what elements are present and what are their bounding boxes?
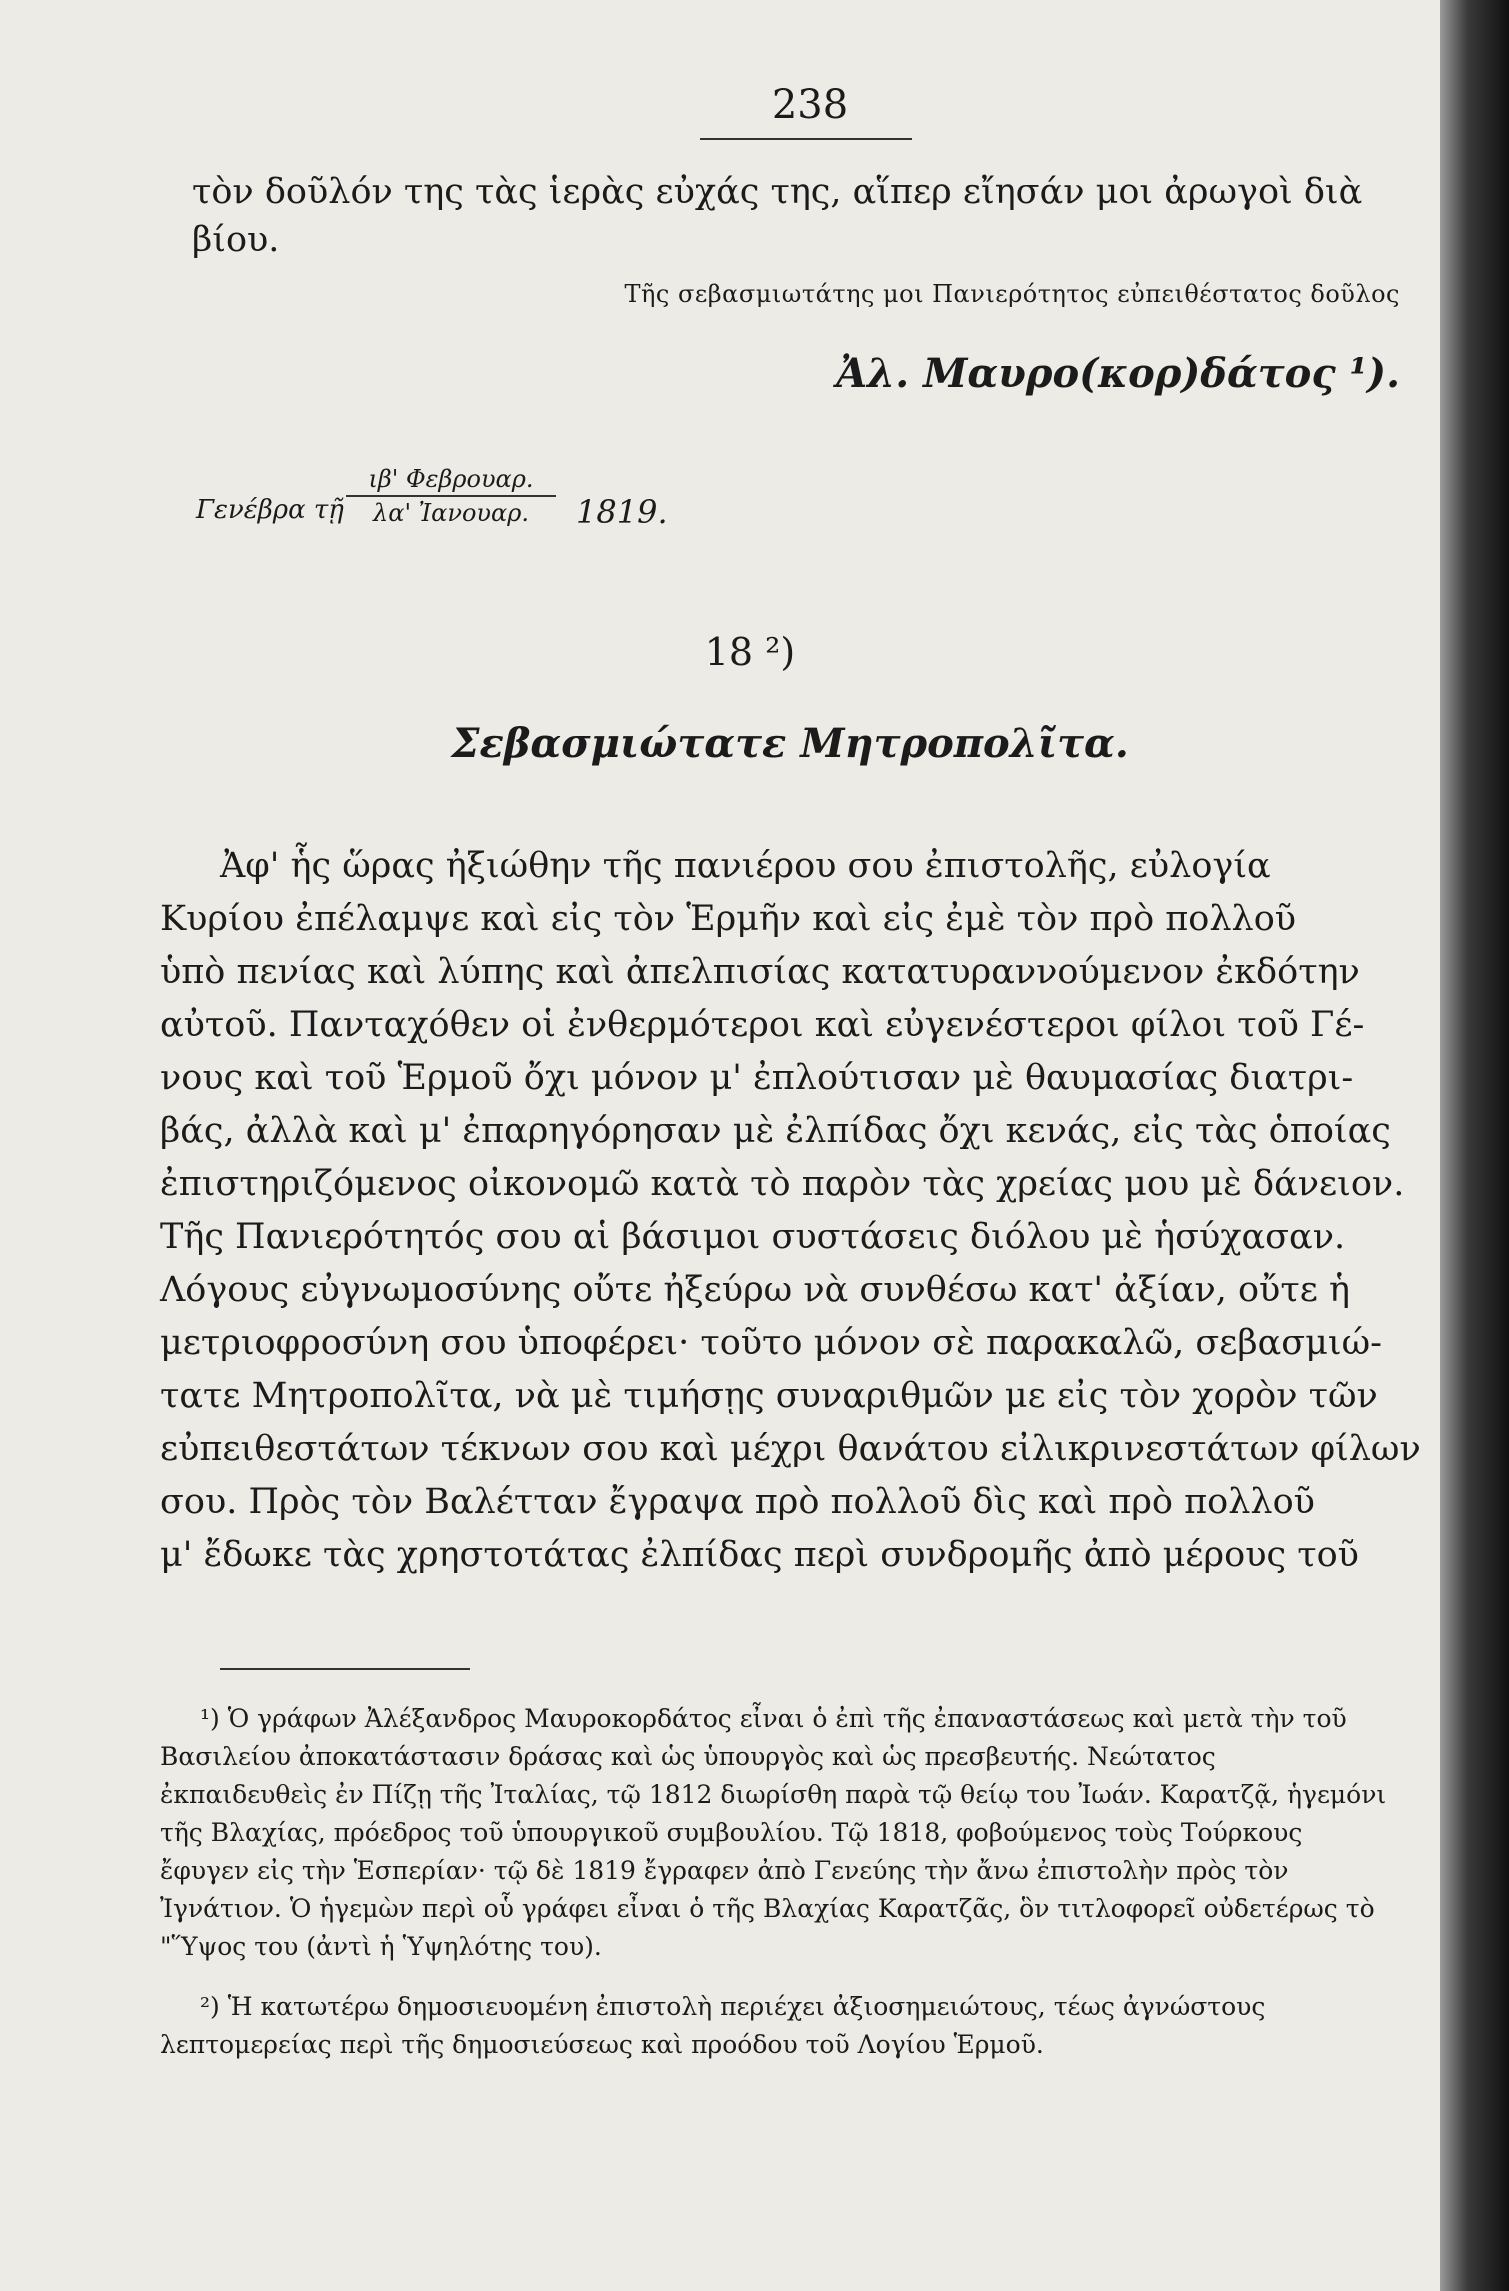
carryover-line-2: βίου.	[192, 220, 280, 260]
letter-line-7: ἐπιστηριζόμενος οἰκονομῶ κατὰ τὸ παρὸν τὰς χρείας μου μὲ δάνειον.	[160, 1164, 1405, 1204]
date-block	[196, 465, 756, 555]
letter-signature: Ἀλ. Μαυρο(κορ)δάτος ¹).	[836, 350, 1400, 397]
letter-line-10: μετριοφροσύνη σου ὑποφέρει· τοῦτο μόνον σὲ παρακαλῶ, σεβασμιώ-	[160, 1323, 1382, 1363]
page-number: 238	[771, 82, 849, 128]
letter-line-5: νους καὶ τοῦ Ἑρμοῦ ὄχι μόνον μ' ἐπλούτισαν μὲ θαυμασίας διατρι-	[160, 1058, 1354, 1098]
footnotes	[160, 1700, 1390, 2086]
letter-body	[160, 840, 1421, 1582]
date-year: 1819.	[576, 493, 668, 531]
date-place: Γενέβρα τῇ	[196, 495, 344, 525]
letter-closing: Τῆς σεβασμιωτάτης μοι Πανιερότητος εὐπειθέστατος δοῦλος	[624, 280, 1400, 308]
letter-line-9: Λόγους εὐγνωμοσύνης οὔτε ἠξεύρω νὰ συνθέσω κατ' ἀξίαν, οὔτε ἡ	[160, 1270, 1350, 1310]
footnote-2-marker: ²)	[200, 1992, 220, 2021]
header-rule	[700, 138, 912, 140]
date-old-style: λα' Ἰανουαρ.	[373, 499, 529, 527]
date-new-style: ιβ' Φεβρουαρ.	[346, 465, 556, 497]
footnote-1-text: Ὁ γράφων Ἀλέξανδρος Μαυροκορδάτος εἶναι ὁ ἐπὶ τῆς ἐπαναστάσεως καὶ μετὰ τὴν τοῦ Βασιλείου ἀποκατάστασιν δράσας καὶ ὡς ὑπουργὸς καὶ ὡς πρεσβευτής. Νεώτατος ἐκπαιδευθεὶς ἐν Πίζῃ τῆς Ἰταλίας, τῷ 1812 διωρίσθη παρὰ τῷ θείῳ του Ἰωάν. Καρατζᾷ, ἡγεμόνι τῆς Βλαχίας, πρόεδρος τοῦ ὑπουργικοῦ συμβουλίου. Τῷ 1818, φοβούμενος τοὺς Τούρκους ἔφυγεν εἰς τὴν Ἑσπερίαν· τῷ δὲ 1819 ἔγραφεν ἀπὸ Γενεύης τὴν ἄνω ἐπιστολὴν πρὸς τὸν Ἰγνάτιον. Ὁ ἡγεμὼν περὶ οὗ γράφει εἶναι ὁ τῆς Βλαχίας Καρατζᾶς, ὃν τιτλοφορεῖ οὐδετέρως τὸ "Ὕψος του (ἀντὶ ἡ Ὑψηλότης του).	[160, 1704, 1387, 1961]
letter-line-12: εὐπειθεστάτων τέκνων σου καὶ μέχρι θανάτου εἰλικρινεστάτων φίλων	[160, 1429, 1421, 1469]
letter-line-3: ὑπὸ πενίας καὶ λύπης καὶ ἀπελπισίας κατατυραννούμενον ἐκδότην	[160, 952, 1360, 992]
letter-number: 18 ²)	[704, 630, 796, 674]
letter-line-2: Κυρίου ἐπέλαμψε καὶ εἰς τὸν Ἑρμῆν καὶ εἰς ἐμὲ τὸν πρὸ πολλοῦ	[160, 899, 1297, 939]
letter-line-8: Τῆς Πανιερότητός σου αἱ βάσιμοι συστάσεις διόλου μὲ ἡσύχασαν.	[160, 1217, 1346, 1257]
footnote-2-text: Ἡ κατωτέρω δημοσιευομένη ἐπιστολὴ περιέχει ἀξιοσημειώτους, τέως ἀγνώστους λεπτομερείας περὶ τῆς δημοσιεύσεως καὶ προόδου τοῦ Λογίου Ἑρμοῦ.	[160, 1992, 1266, 2059]
footnote-2	[160, 1988, 1390, 2064]
footnote-1	[160, 1700, 1390, 1966]
letter-line-6: βάς, ἀλλὰ καὶ μ' ἐπαρηγόρησαν μὲ ἐλπίδας ὄχι κενάς, εἰς τὰς ὁποίας	[160, 1111, 1391, 1151]
footnote-rule	[220, 1668, 470, 1670]
carryover-text	[192, 168, 1392, 264]
footnote-1-marker: ¹)	[200, 1704, 220, 1733]
carryover-line-1: τὸν δοῦλόν της τὰς ἱερὰς εὐχάς της, αἵπερ εἴησάν μοι ἀρωγοὶ διὰ	[192, 172, 1363, 212]
letter-line-4: αὐτοῦ. Πανταχόθεν οἱ ἐνθερμότεροι καὶ εὐγενέστεροι φίλοι τοῦ Γέ-	[160, 1005, 1365, 1045]
date-fraction	[346, 465, 556, 527]
letter-line-13: σου. Πρὸς τὸν Βαλέτταν ἔγραψα πρὸ πολλοῦ δὶς καὶ πρὸ πολλοῦ	[160, 1482, 1315, 1522]
letter-line-11: τατε Μητροπολῖτα, νὰ μὲ τιμήσῃς συναριθμῶν με εἰς τὸν χορὸν τῶν	[160, 1376, 1378, 1416]
letter-line-14: μ' ἔδωκε τὰς χρηστοτάτας ἐλπίδας περὶ συνδρομῆς ἀπὸ μέρους τοῦ	[160, 1535, 1359, 1575]
letter-line-1: Ἀφ' ἧς ὥρας ἠξιώθην τῆς πανιέρου σου ἐπιστολῆς, εὐλογία	[220, 846, 1271, 886]
book-spine-shadow	[1440, 0, 1509, 2291]
letter-salutation: Σεβασμιώτατε Μητροπολῖτα.	[451, 720, 1129, 767]
